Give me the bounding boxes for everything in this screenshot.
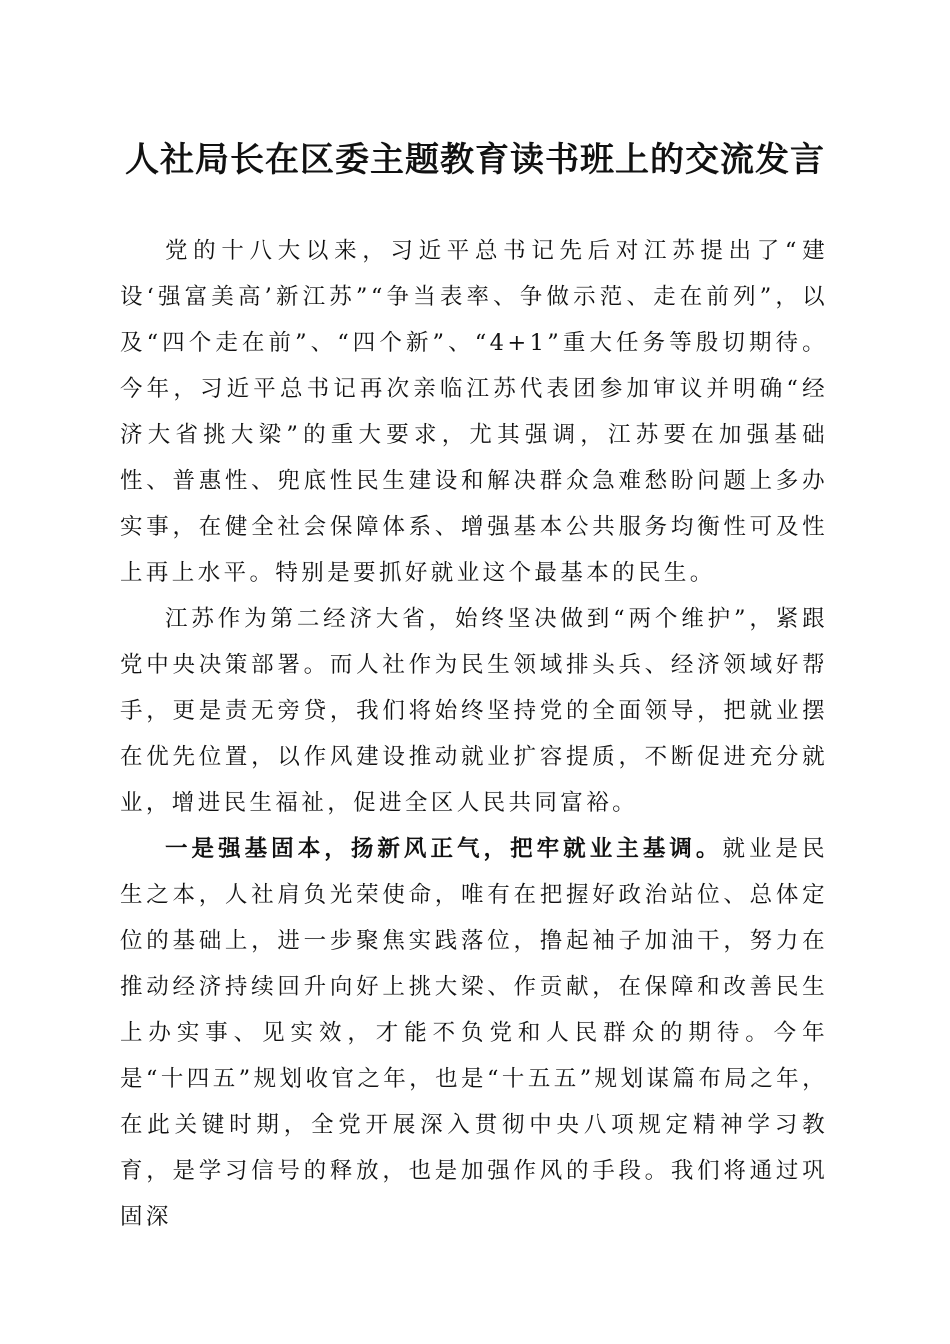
paragraph-2 — [120, 596, 828, 826]
document-title: 人社局长在区委主题教育读书班上的交流发言 — [125, 140, 825, 180]
paragraph-lead: 一是强基固本，扬新风正气，把牢就业主基调。 — [165, 836, 723, 862]
paragraph-text: 江苏作为第二经济大省，始终坚决做到“两个维护”，紧跟党中央决策部署。而人社作为民生领域排头兵、经济领域好帮手，更是责无旁贷，我们将始终坚持党的全面领导，把就业摆在优先位置，以作风建设推动就业扩容提质，不断促进充分就业，增进民生福祉，促进全区人民共同富裕。 — [120, 606, 828, 816]
document-body — [120, 228, 828, 1240]
paragraph-text: 党的十八大以来，习近平总书记先后对江苏提出了“建设‘强富美高’新江苏”“争当表率、争做示范、走在前列”，以及“四个走在前”、“四个新”、“4+1”重大任务等殷切期待。今年，习近平总书记再次亲临江苏代表团参加审议并明确“经济大省挑大梁”的重大要求，尤其强调，江苏要在加强基础性、普惠性、兜底性民生建设和解决群众急难愁盼问题上多办实事，在健全社会保障体系、增强基本公共服务均衡性可及性上再上水平。特别是要抓好就业这个最基本的民生。 — [120, 238, 828, 586]
paragraph-text: 就业是民生之本，人社肩负光荣使命，唯有在把握好政治站位、总体定位的基础上，进一步聚焦实践落位，撸起袖子加油干，努力在推动经济持续回升向好上挑大梁、作贡献，在保障和改善民生上办实事、见实效，才能不负党和人民群众的期待。今年是“十四五”规划收官之年，也是“十五五”规划谋篇布局之年，在此关键时期，全党开展深入贯彻中央八项规定精神学习教育，是学习信号的释放，也是加强作风的手段。我们将通过巩固深 — [120, 836, 828, 1230]
paragraph-3 — [120, 826, 828, 1240]
paragraph-1 — [120, 228, 828, 596]
